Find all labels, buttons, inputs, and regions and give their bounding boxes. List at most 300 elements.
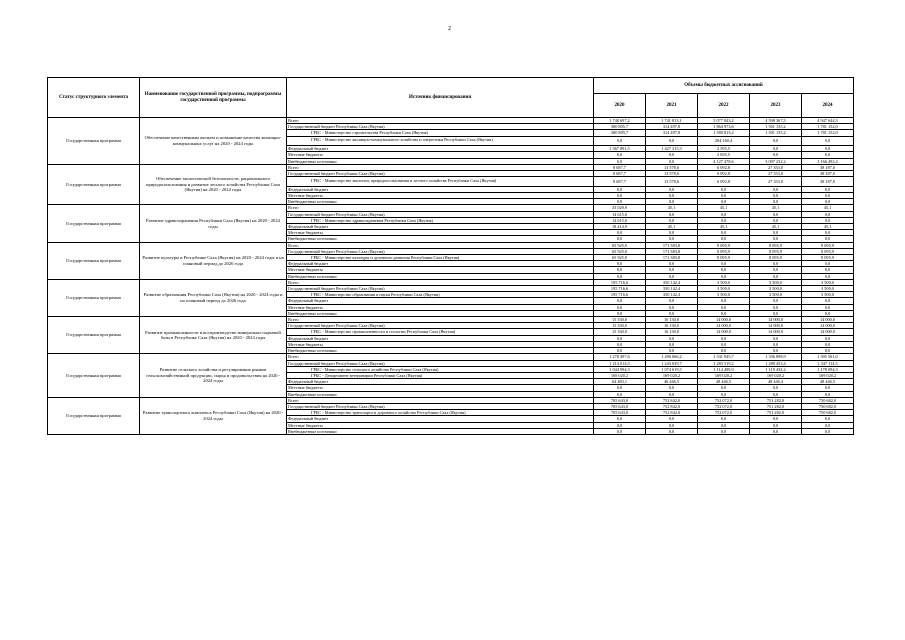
year-value: 3 500,0 xyxy=(802,279,854,285)
funding-source: Всего xyxy=(287,397,594,403)
funding-source: Государственный бюджет Республики Саха (Якутия) xyxy=(287,171,594,177)
year-value: 1 074 619,5 xyxy=(646,366,698,372)
year-value: 0,0 xyxy=(594,186,646,192)
funding-source: Государственный бюджет Республики Саха (Якутия) xyxy=(287,403,594,409)
year-value: 0,0 xyxy=(802,385,854,391)
year-value: 0,0 xyxy=(594,152,646,158)
year-value: 0,0 xyxy=(802,391,854,397)
year-value: 195 716,6 xyxy=(594,292,646,298)
year-value: 27 353,0 xyxy=(750,164,802,170)
year-value: 0,0 xyxy=(594,273,646,279)
year-value: 350 142,4 xyxy=(646,286,698,292)
year-value: 314 497,8 xyxy=(646,130,698,136)
header-status: Статус структурного элемента xyxy=(48,78,140,118)
year-value: 1 781 152,0 xyxy=(802,124,854,130)
funding-source: Внебюджетные источники xyxy=(287,428,594,434)
year-value: 3 500,0 xyxy=(750,292,802,298)
year-value: 0,0 xyxy=(594,236,646,242)
year-value: 0,0 xyxy=(802,304,854,310)
funding-source: Государственный бюджет Республики Саха (Якутия) xyxy=(287,323,594,329)
header-volume: Объемы бюджетных ассигнований xyxy=(594,78,854,94)
funding-source: Внебюджетные источники xyxy=(287,310,594,316)
year-value: 8 095,9 xyxy=(750,248,802,254)
year-value: 0,0 xyxy=(698,428,750,434)
year-value: 0,0 xyxy=(594,267,646,273)
year-value: 0,0 xyxy=(698,186,750,192)
year-value: 750 682,0 xyxy=(802,397,854,403)
year-value: 752 072,0 xyxy=(698,403,750,409)
funding-source: Местные бюджеты xyxy=(287,341,594,347)
year-value: 0,0 xyxy=(802,136,854,146)
year-value: 16 130,0 xyxy=(646,329,698,335)
grbs-source: ГРБС - Министерство транспорта и дорожного хозяйства Республики Саха (Якутия) xyxy=(287,410,594,416)
funding-source: Всего xyxy=(287,118,594,124)
year-value: 750 682,0 xyxy=(802,410,854,416)
year-value: 171 383,8 xyxy=(646,242,698,248)
year-value: 0,0 xyxy=(750,273,802,279)
year-value: 0,0 xyxy=(594,310,646,316)
year-value: 0,0 xyxy=(698,385,750,391)
year-value: 752 842,0 xyxy=(646,397,698,403)
year-value: 195 716,6 xyxy=(594,286,646,292)
year-value: 45,1 xyxy=(698,205,750,211)
year-value: 0,0 xyxy=(802,261,854,267)
year-value: 0,0 xyxy=(698,211,750,217)
year-value: 45,1 xyxy=(802,205,854,211)
year-value: 0,0 xyxy=(698,335,750,341)
page-number: 2 xyxy=(448,26,451,32)
year-value: 0,0 xyxy=(646,298,698,304)
year-value: 0,0 xyxy=(594,199,646,205)
year-value: 8 095,9 xyxy=(698,242,750,248)
year-value: 0,0 xyxy=(750,428,802,434)
year-value: 0,0 xyxy=(802,211,854,217)
year-value: 0,0 xyxy=(698,304,750,310)
year-value: 0,0 xyxy=(750,422,802,428)
year-value: 350 142,4 xyxy=(646,279,698,285)
year-value: 0,0 xyxy=(594,385,646,391)
year-value: 0,0 xyxy=(750,217,802,223)
funding-source: Федеральный бюджет xyxy=(287,416,594,422)
year-value: 14 000,0 xyxy=(802,329,854,335)
year-value: 0,0 xyxy=(802,199,854,205)
table-body xyxy=(48,118,854,435)
program-status: Государственная программа xyxy=(48,354,140,397)
year-value: 6 092,8 xyxy=(698,164,750,170)
year-value: 1 243 639,7 xyxy=(646,360,698,366)
year-value: 8 095,9 xyxy=(802,242,854,248)
year-value: 0,0 xyxy=(802,217,854,223)
program-status: Государственная программа xyxy=(48,164,140,205)
year-value: 0,0 xyxy=(750,348,802,354)
year-value: 0,0 xyxy=(646,310,698,316)
year-value: 0,0 xyxy=(750,230,802,236)
grbs-source: ГРБС - Министерство строительства Республики Саха (Якутия) xyxy=(287,130,594,136)
year-value: 1 278 497,6 xyxy=(594,354,646,360)
year-value: 8 687,7 xyxy=(594,171,646,177)
year-value: 1 580 813,2 xyxy=(698,130,750,136)
year-value: 8 687,7 xyxy=(594,177,646,187)
year-value: 0,0 xyxy=(750,146,802,152)
year-value: 14 000,0 xyxy=(802,317,854,323)
year-value: 169 020,2 xyxy=(698,372,750,378)
year-value: 0,0 xyxy=(646,348,698,354)
year-value: 284 160,4 xyxy=(698,136,750,146)
year-value: 752 842,0 xyxy=(646,403,698,409)
grbs-source: ГРБС - Министерство образования и науки Республики Саха (Якутия) xyxy=(287,292,594,298)
funding-source: Местные бюджеты xyxy=(287,230,594,236)
funding-source: Местные бюджеты xyxy=(287,385,594,391)
year-value: 13 578,6 xyxy=(646,171,698,177)
year-value: 5 077 843,2 xyxy=(698,118,750,124)
program-status: Государственная программа xyxy=(48,118,140,165)
header-year: 2020 xyxy=(594,94,646,118)
year-value: 14 000,0 xyxy=(698,323,750,329)
year-value: 0,0 xyxy=(698,298,750,304)
year-value: 0,0 xyxy=(750,391,802,397)
year-value: 3 500,0 xyxy=(698,279,750,285)
year-value: 4 598 367,5 xyxy=(750,118,802,124)
year-value: 0,0 xyxy=(698,193,750,199)
grbs-source: ГРБС - Министерство экологии, природопользования и лесного хозяйства Республики Саха (Якутия) xyxy=(287,177,594,187)
funding-source: Федеральный бюджет xyxy=(287,379,594,385)
year-value: 314 497,8 xyxy=(646,124,698,130)
funding-source: Местные бюджеты xyxy=(287,304,594,310)
year-value: 3 500,0 xyxy=(750,279,802,285)
header-year: 2024 xyxy=(802,94,854,118)
year-value: 0,0 xyxy=(750,335,802,341)
year-value: 0,0 xyxy=(802,267,854,273)
year-value: 705 643,0 xyxy=(594,410,646,416)
year-value: 0,0 xyxy=(698,348,750,354)
year-value: 33 029,9 xyxy=(594,205,646,211)
year-value: 3 097 232,2 xyxy=(750,158,802,164)
year-value: 1 395 561,0 xyxy=(802,354,854,360)
year-value: 0,0 xyxy=(698,261,750,267)
year-value: 0,0 xyxy=(750,304,802,310)
year-value: 0,0 xyxy=(698,391,750,397)
year-value: 3 500,0 xyxy=(698,292,750,298)
year-value: 750 682,0 xyxy=(802,403,854,409)
year-value: 0,0 xyxy=(594,298,646,304)
year-value: 752 072,0 xyxy=(698,397,750,403)
year-value: 14 000,0 xyxy=(750,317,802,323)
year-value: 65 925,0 xyxy=(594,255,646,261)
funding-source: Государственный бюджет Республики Саха (Якутия) xyxy=(287,211,594,217)
year-value: 46 446,5 xyxy=(646,379,698,385)
year-value: 14 000,0 xyxy=(802,323,854,329)
year-value: 1 864 973,6 xyxy=(698,124,750,130)
year-value: 0,0 xyxy=(698,416,750,422)
year-value: 45,1 xyxy=(698,224,750,230)
year-value: 0,0 xyxy=(698,217,750,223)
year-value: 4 127 478,6 xyxy=(698,158,750,164)
year-value: 0,0 xyxy=(750,186,802,192)
year-value: 0,0 xyxy=(646,341,698,347)
year-value: 0,0 xyxy=(594,193,646,199)
year-value: 8 095,9 xyxy=(802,248,854,254)
header-year: 2022 xyxy=(698,94,750,118)
year-value: 8 095,9 xyxy=(698,255,750,261)
year-value: 169 020,2 xyxy=(802,372,854,378)
grbs-source: ГРБС - Департамент ветеринарии Республики Саха (Якутия) xyxy=(287,372,594,378)
year-value: 0,0 xyxy=(646,335,698,341)
year-value: 0,0 xyxy=(646,267,698,273)
year-value: 752 072,0 xyxy=(698,410,750,416)
year-value: 0,0 xyxy=(750,385,802,391)
year-value: 0,0 xyxy=(750,199,802,205)
year-value: 0,0 xyxy=(646,422,698,428)
year-value: 14 615,0 xyxy=(594,217,646,223)
year-value: 0,0 xyxy=(802,236,854,242)
year-value: 65 925,0 xyxy=(594,248,646,254)
year-value: 171 383,8 xyxy=(646,248,698,254)
year-value: 8 095,9 xyxy=(750,242,802,248)
year-value: 48 446,5 xyxy=(698,379,750,385)
year-value: 0,0 xyxy=(750,193,802,199)
year-value: 38 187,0 xyxy=(802,177,854,187)
year-value: 0,0 xyxy=(750,416,802,422)
funding-source: Всего xyxy=(287,205,594,211)
year-value: 0,0 xyxy=(646,273,698,279)
year-value: 0,0 xyxy=(802,341,854,347)
year-value: 13 578,6 xyxy=(646,164,698,170)
year-value: 0,0 xyxy=(802,152,854,158)
header-source: Источник финансирования xyxy=(287,78,594,118)
funding-source: Всего xyxy=(287,279,594,285)
year-value: 0,0 xyxy=(750,298,802,304)
funding-source: Внебюджетные источники xyxy=(287,348,594,354)
year-value: 1 427 315,3 xyxy=(646,146,698,152)
year-value: 1 336 898,9 xyxy=(750,354,802,360)
year-value: 14 000,0 xyxy=(750,329,802,335)
budget-table xyxy=(47,77,854,435)
year-value: 0,0 xyxy=(594,416,646,422)
year-value: 48 446,4 xyxy=(750,379,802,385)
year-value: 0,0 xyxy=(802,335,854,341)
year-value: 13 578,6 xyxy=(646,177,698,187)
year-value: 1 283 519,2 xyxy=(698,360,750,366)
funding-source: Государственный бюджет Республики Саха (Якутия) xyxy=(287,248,594,254)
program-status: Государственная программа xyxy=(48,317,140,354)
year-value: 0,0 xyxy=(646,416,698,422)
year-value: 0,0 xyxy=(594,158,646,164)
year-value: 1 119 433,2 xyxy=(750,366,802,372)
year-value: 0,0 xyxy=(646,186,698,192)
year-value: 3 500,0 xyxy=(802,292,854,298)
year-value: 0,0 xyxy=(802,416,854,422)
year-value: 0,0 xyxy=(594,335,646,341)
year-value: 8 095,9 xyxy=(802,255,854,261)
funding-source: Государственный бюджет Республики Саха (Якутия) xyxy=(287,124,594,130)
year-value: 0,0 xyxy=(802,230,854,236)
year-value: 0,0 xyxy=(594,422,646,428)
year-value: 0,0 xyxy=(594,230,646,236)
year-value: 0,0 xyxy=(646,230,698,236)
year-value: 8 687,7 xyxy=(594,164,646,170)
year-value: 1 290 066,2 xyxy=(646,354,698,360)
year-value: 0,0 xyxy=(646,391,698,397)
program-name: Развитие промышленности и воспроизводство минерально-сырьевой базы в Республике Саха (Якутия) на 2020 - 2024 годы xyxy=(140,317,287,354)
year-value: 2 695,5 xyxy=(698,152,750,158)
funding-source: Всего xyxy=(287,354,594,360)
year-value: 0,0 xyxy=(698,273,750,279)
year-value: 1 331 945,7 xyxy=(698,354,750,360)
year-value: 0,0 xyxy=(646,385,698,391)
year-value: 45,1 xyxy=(802,224,854,230)
year-value: 705 643,0 xyxy=(594,397,646,403)
year-value: 0,0 xyxy=(646,261,698,267)
year-value: 0,0 xyxy=(646,428,698,434)
year-value: 1 748 697,2 xyxy=(594,118,646,124)
funding-source: Всего xyxy=(287,164,594,170)
year-value: 0,0 xyxy=(646,152,698,158)
year-value: 0,0 xyxy=(594,348,646,354)
program-name: Обеспечение экологической безопасности, рационального природопользования и развитие лесного хозяйства Республики Саха (Якутия) на 2020 - 2024 годы xyxy=(140,164,287,205)
year-value: 0,0 xyxy=(594,304,646,310)
year-value: 0,0 xyxy=(646,193,698,199)
year-value: 1 741 813,1 xyxy=(646,118,698,124)
year-value: 1 501 135,2 xyxy=(750,124,802,130)
year-value: 0,0 xyxy=(802,428,854,434)
year-value: 0,0 xyxy=(750,267,802,273)
year-value: 0,0 xyxy=(646,304,698,310)
year-value: 8 095,9 xyxy=(750,255,802,261)
year-value: 3 166 492,4 xyxy=(802,158,854,164)
funding-source: Внебюджетные источники xyxy=(287,199,594,205)
year-value: 16 130,0 xyxy=(646,323,698,329)
year-value: 0,0 xyxy=(750,261,802,267)
year-value: 0,0 xyxy=(646,217,698,223)
year-value: 751 282,0 xyxy=(750,403,802,409)
year-value: 195 716,6 xyxy=(594,279,646,285)
year-value: 0,0 xyxy=(750,152,802,158)
year-value: 0,0 xyxy=(646,136,698,146)
year-value: 0,0 xyxy=(802,348,854,354)
year-value: 751 282,0 xyxy=(750,410,802,416)
year-value: 0,0 xyxy=(802,310,854,316)
year-value: 65 925,0 xyxy=(594,242,646,248)
year-value: 0,0 xyxy=(750,211,802,217)
year-value: 45,1 xyxy=(750,205,802,211)
year-value: 16 130,0 xyxy=(646,317,698,323)
year-value: 350 142,4 xyxy=(646,292,698,298)
year-value: 0,0 xyxy=(698,267,750,273)
year-value: 169 020,2 xyxy=(750,372,802,378)
program-name: Развитие культуры в Республике Саха (Якутия) на 2020 - 2024 годы и на плановый период до 2026 года xyxy=(140,242,287,279)
year-value: 0,0 xyxy=(750,310,802,316)
year-value: 705 643,0 xyxy=(594,403,646,409)
year-value: 3 500,0 xyxy=(698,286,750,292)
year-value: 0,0 xyxy=(646,236,698,242)
year-value: 1 501 135,2 xyxy=(750,130,802,136)
year-value: 48 446,5 xyxy=(802,379,854,385)
year-value: 15 330,0 xyxy=(594,323,646,329)
year-value: 1 781 152,0 xyxy=(802,130,854,136)
funding-source: Федеральный бюджет xyxy=(287,186,594,192)
funding-source: Внебюджетные источники xyxy=(287,158,594,164)
program-name: Развитие здравоохранения Республики Саха (Якутия) на 2020 - 2024 годы xyxy=(140,205,287,242)
funding-source: Федеральный бюджет xyxy=(287,261,594,267)
funding-source: Внебюджетные источники xyxy=(287,273,594,279)
header-year: 2023 xyxy=(750,94,802,118)
year-value: 0,0 xyxy=(594,136,646,146)
year-value: 0,0 xyxy=(802,298,854,304)
program-status: Государственная программа xyxy=(48,397,140,434)
year-value: 0,0 xyxy=(594,341,646,347)
year-value: 1 044 994,3 xyxy=(594,366,646,372)
year-value: 0,0 xyxy=(698,341,750,347)
year-value: 15 330,0 xyxy=(594,329,646,335)
funding-source: Государственный бюджет Республики Саха (Якутия) xyxy=(287,286,594,292)
year-value: 27 353,0 xyxy=(750,171,802,177)
year-value: 0,0 xyxy=(802,146,854,152)
year-value: 4 947 644,3 xyxy=(802,118,854,124)
year-value: 0,0 xyxy=(594,391,646,397)
program-status: Государственная программа xyxy=(48,205,140,242)
program-name: Развитие сельского хозяйства и регулирование рынков сельскохозяйственной продукции, сырья и продовольствия на 2020 - 2024 годы xyxy=(140,354,287,397)
year-value: 1 367 891,5 xyxy=(594,146,646,152)
year-value: 38 187,0 xyxy=(802,164,854,170)
year-value: 0,0 xyxy=(802,422,854,428)
program-status: Государственная программа xyxy=(48,279,140,316)
year-value: 1 288 453,4 xyxy=(750,360,802,366)
funding-source: Местные бюджеты xyxy=(287,422,594,428)
year-value: 27 353,0 xyxy=(750,177,802,187)
header-name: Наименование государственной программы, подпрограммы государственной программы xyxy=(140,78,287,118)
year-value: 0,0 xyxy=(698,310,750,316)
year-value: 0,0 xyxy=(646,199,698,205)
funding-source: Федеральный бюджет xyxy=(287,146,594,152)
year-value: 18 414,9 xyxy=(594,224,646,230)
funding-source: Всего xyxy=(287,317,594,323)
year-value: 3 500,0 xyxy=(750,286,802,292)
year-value: 14 000,0 xyxy=(698,329,750,335)
year-value: 6 092,8 xyxy=(698,171,750,177)
year-value: 0,0 xyxy=(802,273,854,279)
year-value: 6 092,8 xyxy=(698,177,750,187)
year-value: 15 330,0 xyxy=(594,317,646,323)
year-value: 0,0 xyxy=(594,428,646,434)
year-value: 751 282,0 xyxy=(750,397,802,403)
year-value: 380 805,7 xyxy=(594,130,646,136)
grbs-source: ГРБС - Министерство культуры и духовного развития Республики Саха (Якутия) xyxy=(287,255,594,261)
year-value: 1 214 014,5 xyxy=(594,360,646,366)
grbs-source: ГРБС - Министерство жилищно-коммунального хозяйства и энергетики Республики Саха (Якутия) xyxy=(287,136,594,146)
year-value: 45,1 xyxy=(750,224,802,230)
grbs-source: ГРБС - Министерство сельского хозяйства Республики Саха (Якутия) xyxy=(287,366,594,372)
program-status: Государственная программа xyxy=(48,242,140,279)
year-value: 0,0 xyxy=(646,211,698,217)
year-value: 14 615,0 xyxy=(594,211,646,217)
year-value: 380 805,7 xyxy=(594,124,646,130)
year-value: 171 383,8 xyxy=(646,255,698,261)
program-name: Развитие образования Республики Саха (Якутия) на 2020 - 2024 годы и на плановый период до 2026 года xyxy=(140,279,287,316)
year-value: 0,0 xyxy=(698,236,750,242)
year-value: 14 000,0 xyxy=(698,317,750,323)
year-value: 0,0 xyxy=(750,136,802,146)
year-value: 0,0 xyxy=(698,230,750,236)
funding-source: Внебюджетные источники xyxy=(287,236,594,242)
funding-source: Федеральный бюджет xyxy=(287,335,594,341)
funding-source: Местные бюджеты xyxy=(287,152,594,158)
year-value: 169 020,2 xyxy=(646,372,698,378)
year-value: 1 114 499,0 xyxy=(698,366,750,372)
grbs-source: ГРБС - Министерство промышленности и геологии Республики Саха (Якутия) xyxy=(287,329,594,335)
year-value: 64 483,1 xyxy=(594,379,646,385)
year-value: 1 178 094,3 xyxy=(802,366,854,372)
year-value: 0,0 xyxy=(750,236,802,242)
